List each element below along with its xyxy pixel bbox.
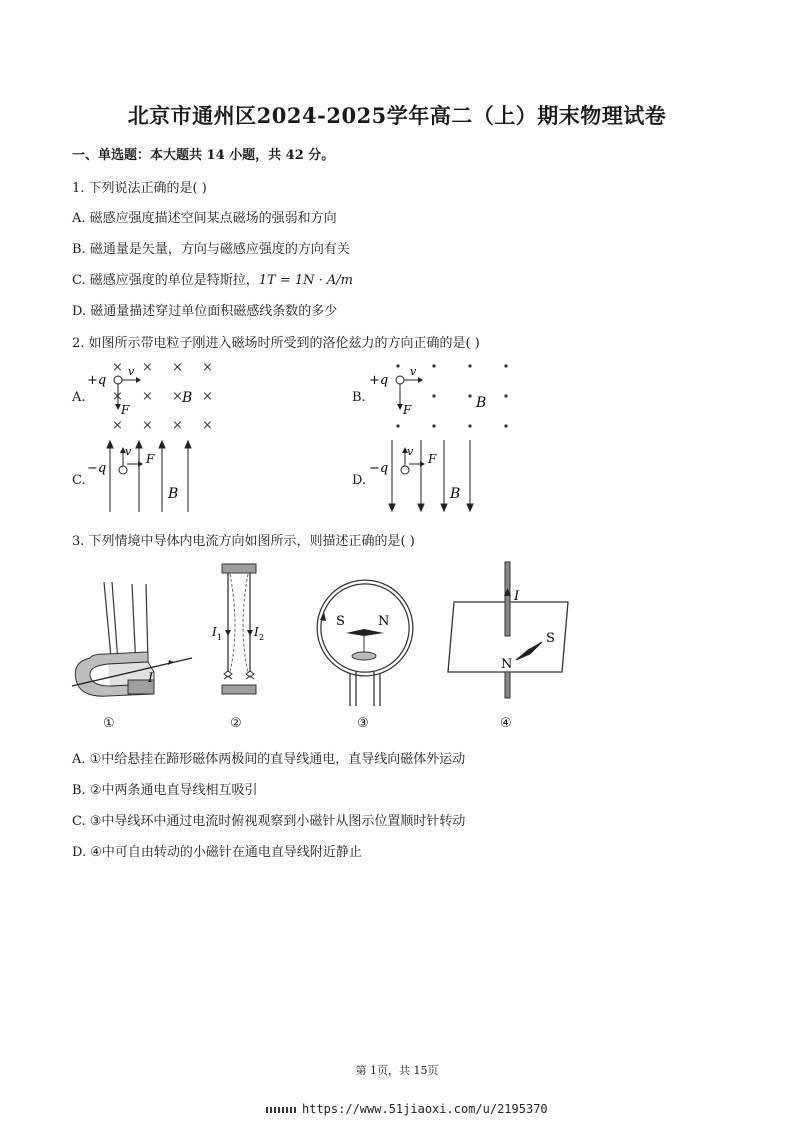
force-label: F xyxy=(121,403,130,417)
field-lines-down xyxy=(389,440,473,511)
particle xyxy=(401,466,409,474)
q3-option-a: A. ①中给悬挂在蹄形磁体两极间的直导线通电，直导线向磁体外运动 xyxy=(72,752,466,767)
force-label: F xyxy=(403,403,412,417)
q3-fig-label-1: ① xyxy=(103,716,115,731)
q2-figure-c xyxy=(84,436,214,516)
watermark-url[interactable]: https://www.51jiaoxi.com/u/2195370 xyxy=(302,1102,548,1116)
q2-figure-a xyxy=(84,356,224,436)
cross-mark: × xyxy=(172,418,183,433)
cross-mark: × xyxy=(112,389,123,404)
suspension-wire xyxy=(146,584,148,662)
q1-option-a: A. 磁感应强度描述空间某点磁场的强弱和方向 xyxy=(72,211,337,226)
pole-s: S xyxy=(336,614,345,629)
spring xyxy=(246,671,254,679)
current-label: I xyxy=(254,625,259,639)
current-label: I xyxy=(148,671,154,686)
cross-mark: × xyxy=(112,418,123,433)
current-subscript: 1 xyxy=(217,633,223,642)
suspension-wire xyxy=(112,582,118,662)
q2-figure-b xyxy=(366,356,526,436)
watermark[interactable] xyxy=(266,1102,548,1116)
q1-option-b: B. 磁通量是矢量，方向与磁感应强度的方向有关 xyxy=(72,242,350,257)
page-footer: 第 1页，共 15页 xyxy=(355,1064,439,1077)
velocity-label: v xyxy=(407,445,414,458)
section-heading: 一、单选题：本大题共 14 小题，共 42 分。 xyxy=(72,148,335,163)
horseshoe-magnet xyxy=(75,652,154,696)
cross-mark: × xyxy=(172,360,183,375)
particle xyxy=(114,376,122,384)
cross-mark: × xyxy=(112,360,123,375)
current-label: I xyxy=(514,589,520,604)
q1-option-c-formula: 1T = 1N · A/m xyxy=(258,273,353,288)
q3-option-d: D. ④中可自由转动的小磁针在通电直导线附近静止 xyxy=(72,845,362,860)
spring xyxy=(224,671,232,679)
q2-label-d: D. xyxy=(352,473,367,488)
q3-fig-label-3: ③ xyxy=(357,716,369,731)
cross-mark: × xyxy=(172,389,183,404)
field-label: B xyxy=(476,395,487,411)
vertical-wire xyxy=(505,562,510,636)
bottom-bar xyxy=(222,685,256,694)
charge-label: −q xyxy=(369,461,389,476)
q3-figure-2 xyxy=(208,560,268,705)
field-label: B xyxy=(168,486,179,502)
pole-n: N xyxy=(501,657,513,672)
q1-stem: 1. 下列说法正确的是( ) xyxy=(72,181,207,196)
q2-label-c: C. xyxy=(72,473,86,488)
velocity-label: v xyxy=(128,365,135,378)
q2-label-a: A. xyxy=(72,390,86,405)
q3-stem: 3. 下列情境中导体内电流方向如图所示，则描述正确的是( ) xyxy=(72,534,415,549)
q3-fig-label-2: ② xyxy=(230,716,242,731)
particle xyxy=(396,376,404,384)
charge-label: −q xyxy=(87,461,107,476)
pole-s: S xyxy=(546,631,555,646)
pole-n: N xyxy=(378,614,390,629)
force-label: F xyxy=(428,452,437,466)
velocity-label: v xyxy=(410,365,417,378)
compass-base xyxy=(352,652,376,660)
force-label: F xyxy=(146,452,155,466)
lead-wires xyxy=(350,672,380,706)
current-label: I xyxy=(212,625,217,639)
watermark-logo xyxy=(266,1107,296,1113)
field-label: B xyxy=(182,390,193,406)
q2-figure-d xyxy=(366,436,496,516)
q3-figure-1 xyxy=(68,562,198,702)
cross-mark: × xyxy=(202,360,213,375)
q3-figure-4 xyxy=(446,556,576,706)
field-label: B xyxy=(450,486,461,502)
q3-option-c: C. ③中导线环中通过电流时俯视观察到小磁针从图示位置顺时针转动 xyxy=(72,814,466,829)
current-subscript: 2 xyxy=(259,633,265,642)
top-bar xyxy=(222,564,256,573)
charge-label: +q xyxy=(369,373,389,388)
velocity-label: v xyxy=(125,445,132,458)
q2-stem: 2. 如图所示带电粒子刚进入磁场时所受到的洛伦兹力的方向正确的是( ) xyxy=(72,336,480,351)
q1-option-d: D. 磁通量描述穿过单位面积磁感线条数的多少 xyxy=(72,304,338,319)
cross-mark: × xyxy=(142,360,153,375)
q3-fig-label-4: ④ xyxy=(500,716,512,731)
q3-option-b: B. ②中两条通电直导线相互吸引 xyxy=(72,783,258,798)
q2-label-b: B. xyxy=(352,390,366,405)
cross-mark: × xyxy=(142,418,153,433)
particle xyxy=(119,466,127,474)
charge-label: +q xyxy=(87,373,107,388)
q1-option-c-text: C. 磁感应强度的单位是特斯拉， xyxy=(72,273,259,288)
cross-mark: × xyxy=(202,389,213,404)
cross-mark: × xyxy=(142,389,153,404)
q1-option-c xyxy=(72,269,353,288)
q3-figure-3 xyxy=(310,578,420,708)
cross-mark: × xyxy=(202,418,213,433)
page-title: 北京市通州区2024-2025学年高二（上）期末物理试卷 xyxy=(127,103,667,128)
